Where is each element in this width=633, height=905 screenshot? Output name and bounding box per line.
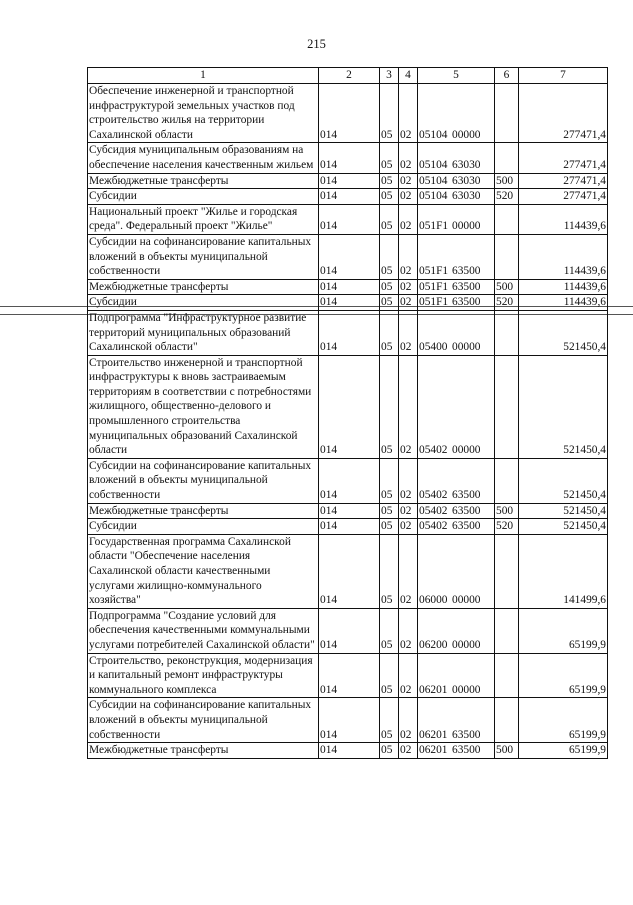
- row-expense-type: [495, 84, 519, 143]
- row-expense-type: [495, 608, 519, 653]
- row-subsection: 02: [399, 653, 418, 698]
- row-amount: 277471,4: [519, 143, 608, 173]
- row-expense-type: [495, 143, 519, 173]
- row-name: Субсидии на софинансирование капитальных вложений в объекты муниципальной собственности: [88, 458, 319, 503]
- row-target-article: [418, 143, 495, 173]
- row-grbs: 014: [319, 534, 380, 608]
- row-target-article: [418, 173, 495, 189]
- target-article-program: 06201: [419, 728, 448, 741]
- row-name: Межбюджетные трансферты: [88, 503, 319, 519]
- row-expense-type: [495, 534, 519, 608]
- row-subsection: 02: [399, 534, 418, 608]
- row-section: 05: [380, 503, 399, 519]
- table-row: [88, 534, 608, 608]
- row-subsection: 02: [399, 355, 418, 458]
- target-article-direction: 00000: [452, 220, 481, 233]
- row-section: 05: [380, 355, 399, 458]
- target-article-direction: 00000: [452, 638, 481, 651]
- row-name: Строительство инженерной и транспортной инфраструктуры к вновь застраиваемым территориям в соответствии с потребностями жилищного, общественно-делового и промышленного строительства муниципальных образований Сахалинской области: [88, 355, 319, 458]
- row-grbs: 014: [319, 234, 380, 279]
- table-body: [88, 84, 608, 759]
- row-subsection: 02: [399, 143, 418, 173]
- target-article-program: 05104: [419, 128, 448, 141]
- table-row: [88, 503, 608, 519]
- row-grbs: 014: [319, 519, 380, 535]
- row-name: Субсидии: [88, 519, 319, 535]
- row-section: 05: [380, 189, 399, 205]
- row-name: Субсидии: [88, 295, 319, 311]
- target-article-program: 05104: [419, 158, 448, 171]
- row-section: 05: [380, 534, 399, 608]
- row-expense-type: [495, 234, 519, 279]
- target-article-direction: 63500: [452, 504, 481, 517]
- table-row: [88, 279, 608, 295]
- row-name: Подпрограмма "Создание условий для обеспечения качественными коммунальными услугами потребителей Сахалинской области": [88, 608, 319, 653]
- row-grbs: 014: [319, 295, 380, 311]
- target-article-program: 05402: [419, 444, 448, 457]
- target-article-direction: 63030: [452, 158, 481, 171]
- row-target-article: [418, 355, 495, 458]
- target-article-direction: 63030: [452, 174, 481, 187]
- table-row: [88, 189, 608, 205]
- target-article-program: 051F1: [419, 220, 449, 233]
- target-article-program: 05104: [419, 174, 448, 187]
- target-article-direction: 63500: [452, 744, 481, 757]
- row-amount: 114439,6: [519, 234, 608, 279]
- row-expense-type: [495, 204, 519, 234]
- row-subsection: 02: [399, 234, 418, 279]
- row-grbs: 014: [319, 189, 380, 205]
- target-article-program: 05402: [419, 489, 448, 502]
- row-name: Субсидии: [88, 189, 319, 205]
- row-target-article: [418, 189, 495, 205]
- row-section: 05: [380, 234, 399, 279]
- row-target-article: [418, 503, 495, 519]
- row-grbs: 014: [319, 608, 380, 653]
- row-subsection: 02: [399, 295, 418, 311]
- row-subsection: 02: [399, 743, 418, 759]
- row-target-article: [418, 295, 495, 311]
- page-number: 215: [307, 37, 326, 51]
- row-target-article: [418, 204, 495, 234]
- row-amount: 65199,9: [519, 653, 608, 698]
- row-subsection: 02: [399, 204, 418, 234]
- row-expense-type: 500: [495, 743, 519, 759]
- row-target-article: [418, 698, 495, 743]
- table-row: [88, 310, 608, 355]
- row-section: 05: [380, 458, 399, 503]
- row-amount: 277471,4: [519, 84, 608, 143]
- row-grbs: 014: [319, 698, 380, 743]
- target-article-program: 06200: [419, 638, 448, 651]
- target-article-program: 05402: [419, 504, 448, 517]
- row-name: Межбюджетные трансферты: [88, 173, 319, 189]
- row-amount: 521450,4: [519, 310, 608, 355]
- target-article-program: 051F1: [419, 265, 449, 278]
- row-grbs: 014: [319, 204, 380, 234]
- row-target-article: [418, 534, 495, 608]
- row-name: Обеспечение инженерной и транспортной инфраструктурой земельных участков под строительство жилья на территории Сахалинской области: [88, 84, 319, 143]
- table-row: [88, 204, 608, 234]
- table-row: [88, 698, 608, 743]
- budget-table: [87, 67, 608, 759]
- row-grbs: 014: [319, 279, 380, 295]
- row-section: 05: [380, 143, 399, 173]
- target-article-program: 051F1: [419, 280, 449, 293]
- row-section: 05: [380, 519, 399, 535]
- row-target-article: [418, 653, 495, 698]
- row-grbs: 014: [319, 458, 380, 503]
- table-row: [88, 743, 608, 759]
- row-target-article: [418, 519, 495, 535]
- row-grbs: 014: [319, 743, 380, 759]
- header-col-3: 3: [380, 68, 399, 84]
- target-article-program: 06201: [419, 744, 448, 757]
- target-article-direction: 63030: [452, 190, 481, 203]
- row-name: Подпрограмма "Инфраструктурное развитие территорий муниципальных образований Сахалинской области": [88, 310, 319, 355]
- target-article-direction: 00000: [452, 683, 481, 696]
- row-name: Субсидии на софинансирование капитальных вложений в объекты муниципальной собственности: [88, 698, 319, 743]
- row-expense-type: [495, 458, 519, 503]
- target-article-program: 05400: [419, 341, 448, 354]
- target-article-direction: 00000: [452, 341, 481, 354]
- row-name: Субсидии на софинансирование капитальных вложений в объекты муниципальной собственности: [88, 234, 319, 279]
- row-subsection: 02: [399, 279, 418, 295]
- header-col-1: 1: [88, 68, 319, 84]
- row-name: Национальный проект "Жилье и городская среда". Федеральный проект "Жилье": [88, 204, 319, 234]
- row-amount: 65199,9: [519, 698, 608, 743]
- row-amount: 521450,4: [519, 519, 608, 535]
- target-article-direction: 63500: [452, 728, 481, 741]
- row-subsection: 02: [399, 310, 418, 355]
- header-col-6: 6: [495, 68, 519, 84]
- row-expense-type: [495, 653, 519, 698]
- table-row: [88, 234, 608, 279]
- row-section: 05: [380, 204, 399, 234]
- row-amount: 114439,6: [519, 279, 608, 295]
- row-target-article: [418, 458, 495, 503]
- row-subsection: 02: [399, 458, 418, 503]
- row-name: Межбюджетные трансферты: [88, 279, 319, 295]
- row-amount: 521450,4: [519, 458, 608, 503]
- row-section: 05: [380, 743, 399, 759]
- row-expense-type: [495, 355, 519, 458]
- target-article-direction: 63500: [452, 296, 481, 309]
- row-grbs: 014: [319, 355, 380, 458]
- row-section: 05: [380, 310, 399, 355]
- row-grbs: 014: [319, 503, 380, 519]
- row-amount: 65199,9: [519, 743, 608, 759]
- row-target-article: [418, 310, 495, 355]
- row-expense-type: 500: [495, 279, 519, 295]
- row-name: Межбюджетные трансферты: [88, 743, 319, 759]
- table-row: [88, 608, 608, 653]
- target-article-program: 06000: [419, 594, 448, 607]
- row-expense-type: 500: [495, 503, 519, 519]
- target-article-direction: 63500: [452, 265, 481, 278]
- target-article-direction: 63500: [452, 280, 481, 293]
- row-amount: 65199,9: [519, 608, 608, 653]
- row-section: 05: [380, 279, 399, 295]
- target-article-direction: 00000: [452, 594, 481, 607]
- row-subsection: 02: [399, 84, 418, 143]
- row-amount: 521450,4: [519, 503, 608, 519]
- target-article-direction: 00000: [452, 444, 481, 457]
- row-amount: 521450,4: [519, 355, 608, 458]
- row-grbs: 014: [319, 653, 380, 698]
- row-expense-type: [495, 698, 519, 743]
- target-article-program: 06201: [419, 683, 448, 696]
- row-section: 05: [380, 653, 399, 698]
- target-article-direction: 00000: [452, 128, 481, 141]
- row-amount: 114439,6: [519, 204, 608, 234]
- table-row: [88, 653, 608, 698]
- target-article-direction: 63500: [452, 520, 481, 533]
- header-col-5: 5: [418, 68, 495, 84]
- row-target-article: [418, 279, 495, 295]
- row-subsection: 02: [399, 698, 418, 743]
- row-name: Строительство, реконструкция, модернизация и капитальный ремонт инфраструктуры коммунального комплекса: [88, 653, 319, 698]
- row-target-article: [418, 84, 495, 143]
- row-expense-type: 520: [495, 295, 519, 311]
- row-section: 05: [380, 173, 399, 189]
- target-article-program: 05104: [419, 190, 448, 203]
- table-row: [88, 295, 608, 311]
- row-grbs: 014: [319, 143, 380, 173]
- row-subsection: 02: [399, 608, 418, 653]
- row-amount: 277471,4: [519, 173, 608, 189]
- row-section: 05: [380, 608, 399, 653]
- row-expense-type: [495, 310, 519, 355]
- row-subsection: 02: [399, 519, 418, 535]
- table-row: [88, 355, 608, 458]
- row-amount: 141499,6: [519, 534, 608, 608]
- row-expense-type: 520: [495, 519, 519, 535]
- table-header-row: [88, 68, 608, 84]
- table-row: [88, 519, 608, 535]
- row-name: Субсидия муниципальным образованиям на обеспечение населения качественным жильем: [88, 143, 319, 173]
- header-col-2: 2: [319, 68, 380, 84]
- header-col-7: 7: [519, 68, 608, 84]
- row-target-article: [418, 743, 495, 759]
- target-article-program: 05402: [419, 520, 448, 533]
- header-col-4: 4: [399, 68, 418, 84]
- row-subsection: 02: [399, 173, 418, 189]
- table-row: [88, 173, 608, 189]
- row-amount: 277471,4: [519, 189, 608, 205]
- row-section: 05: [380, 698, 399, 743]
- target-article-direction: 63500: [452, 489, 481, 502]
- row-target-article: [418, 608, 495, 653]
- table-row: [88, 143, 608, 173]
- target-article-program: 051F1: [419, 296, 449, 309]
- row-grbs: 014: [319, 310, 380, 355]
- row-target-article: [418, 234, 495, 279]
- row-expense-type: 500: [495, 173, 519, 189]
- row-section: 05: [380, 295, 399, 311]
- row-section: 05: [380, 84, 399, 143]
- row-grbs: 014: [319, 84, 380, 143]
- table-row: [88, 84, 608, 143]
- row-expense-type: 520: [495, 189, 519, 205]
- row-amount: 114439,6: [519, 295, 608, 311]
- table-row: [88, 458, 608, 503]
- row-name: Государственная программа Сахалинской области "Обеспечение населения Сахалинской области качественными услугами жилищно-коммунального хозяйства": [88, 534, 319, 608]
- row-subsection: 02: [399, 189, 418, 205]
- row-grbs: 014: [319, 173, 380, 189]
- row-subsection: 02: [399, 503, 418, 519]
